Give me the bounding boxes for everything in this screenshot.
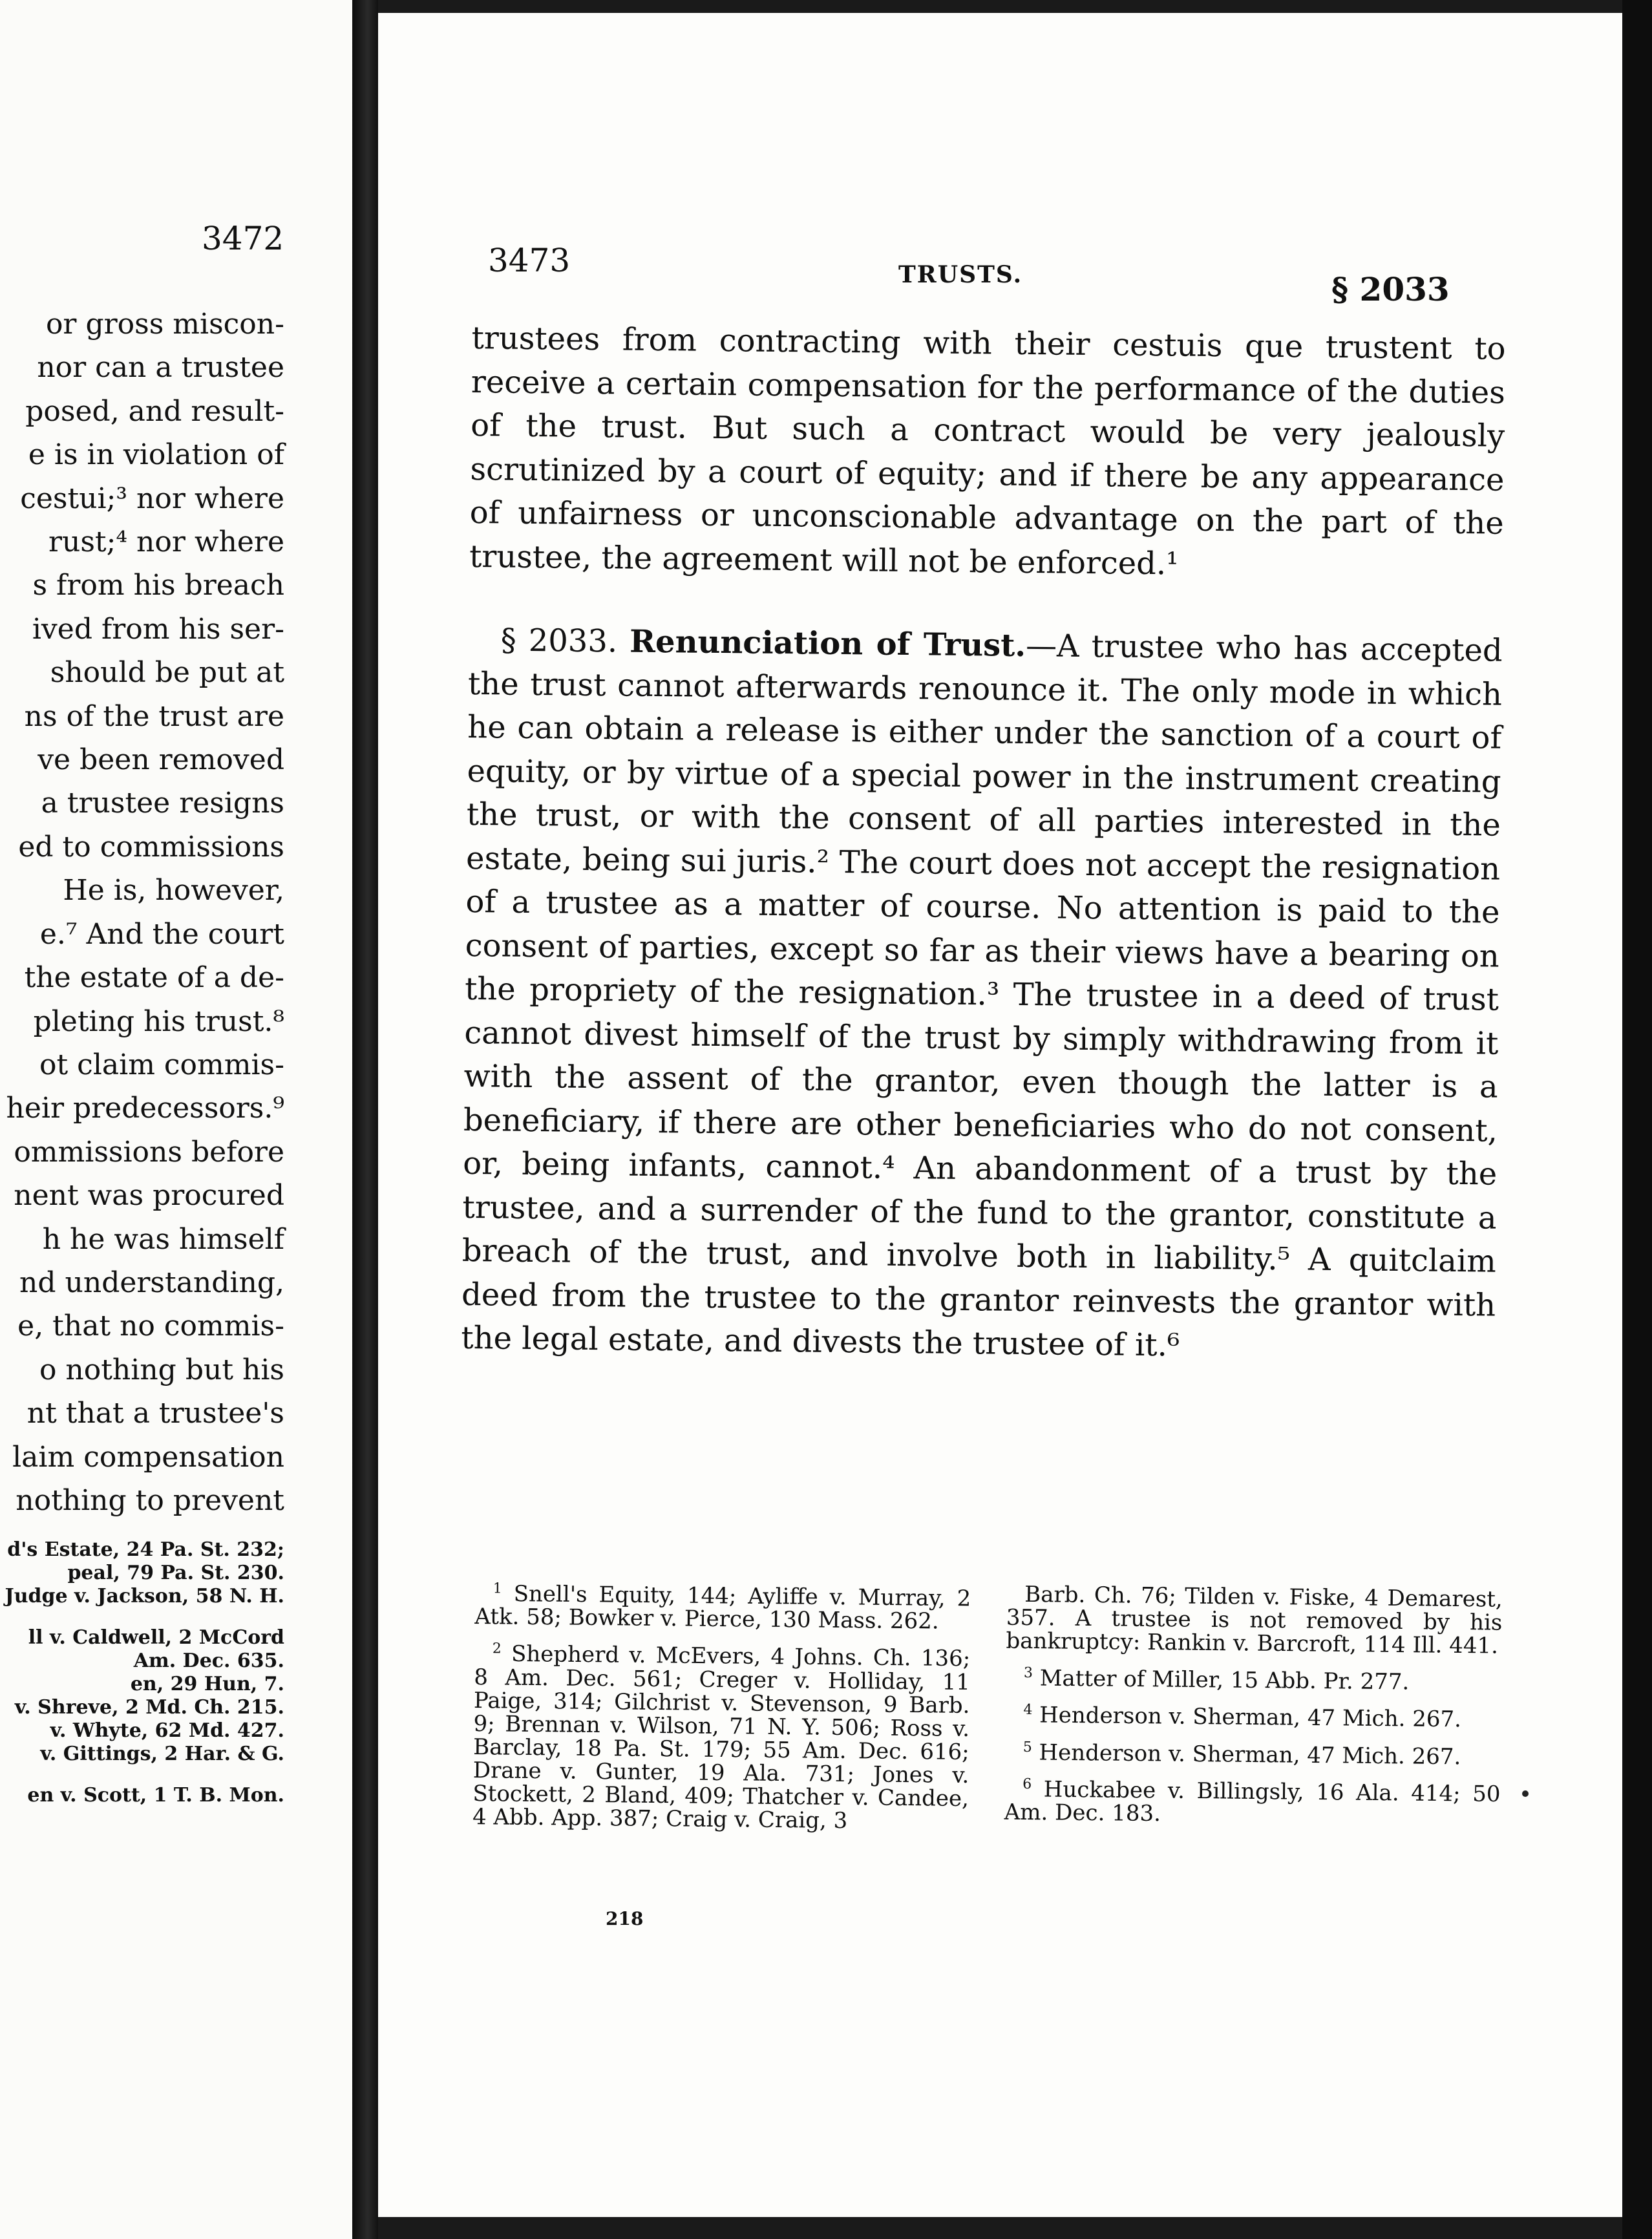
section-title: Renunciation of Trust. (629, 623, 1026, 664)
left-page-text (0, 302, 284, 1522)
section-text: —A trustee who has accepted the trust cannot afterwards renounce it. The only mode in which he can obtain a release is either under the sanction of a court of equity, or by virtue of a special power in the instrument creating the trust, or with the consent of all parties interested in the estate, being sui juris.² The court does not accept the resignation of a trustee as a matter of course. No attention is paid to the consent of parties, except so far as their views have a bearing on the propriety of the resignation.³ The trustee in a deed of trust cannot divest himself of the trust by simply withdrawing from it with the assent of the grantor, even though the latter is a beneficiary, if there are other beneficiaries who do not consent, or, being infants, cannot.⁴ An abandonment of a trust by the trustee, and a surrender of the fund to the grantor, constitute a breach of the trust, and involve both in liability.⁵ A quitclaim deed from the trustee to the grantor reinvests the grantor with the legal estate, and divests the trustee of it.⁶ (461, 628, 1503, 1364)
left-text-line: e is in violation of (28, 438, 284, 472)
left-text-line: e, that no commis- (17, 1310, 284, 1343)
left-text-line: nd understanding, (19, 1266, 284, 1299)
footnote-text: Henderson v. Sherman, 47 Mich. 267. (1039, 1702, 1462, 1733)
left-text-line: ve been removed (37, 743, 284, 777)
footnote-text: Huckabee v. Billingsly, 16 Ala. 414; 50 Am. Dec. 183. (1004, 1776, 1501, 1827)
footnotes (472, 1577, 1503, 1848)
left-text-line: ommissions before (14, 1135, 284, 1169)
footnote (472, 1637, 971, 1833)
footnote-number: 1 (492, 1580, 502, 1597)
left-text-line: or gross miscon- (45, 308, 284, 341)
left-text-line: h he was himself (42, 1222, 284, 1256)
left-footnote-line: en v. Scott, 1 T. B. Mon. (27, 1784, 284, 1807)
left-text-line: nt that a trustee's (26, 1397, 284, 1430)
left-footnote-line: v. Gittings, 2 Har. & G. (40, 1743, 284, 1765)
left-footnote-line (0, 1766, 284, 1784)
footnote-text: Barb. Ch. 76; Tilden v. Fiske, 4 Demarest, 357. A trustee is not removed by his bankruptcy: Rankin v. Barcroft, 114 Ill. 441. (1006, 1581, 1503, 1659)
footnote-text: Matter of Miller, 15 Abb. Pr. 277. (1039, 1665, 1410, 1695)
left-text-line: the estate of a de- (24, 961, 284, 995)
footnote (1006, 1662, 1502, 1695)
footnote (1005, 1699, 1501, 1732)
footnotes-right-column (1004, 1583, 1503, 1849)
main-text (461, 317, 1506, 1371)
left-text-line: nothing to prevent (16, 1483, 284, 1517)
footnote-number: 4 (1023, 1702, 1033, 1719)
footnote-text: Snell's Equity, 144; Ayliffe v. Murray, 2 Atk. 58; Bowker v. Pierce, 130 Mass. 262. (474, 1580, 971, 1635)
running-title: TRUSTS. (898, 261, 1023, 288)
section-number: § 2033. (500, 622, 618, 660)
left-page (0, 0, 352, 2239)
left-text-line: cestui;³ nor where (20, 482, 284, 515)
footnote-text: Henderson v. Sherman, 47 Mich. 267. (1039, 1739, 1461, 1770)
left-footnote-line: en, 29 Hun, 7. (130, 1673, 284, 1695)
footnote-text: Shepherd v. McEvers, 4 Johns. Ch. 136; 8 Am. Dec. 561; Creger v. Holliday, 11 Paige, 314; Gilchrist v. Stevenson, 9 Barb. 9; Brennan v. Wilson, 71 N. Y. 506; Ross v. Barclay, 18 Pa. St. 179; 55 Am. Dec. 616; Drane v. Gunter, 19 Ala. 731; Jones v. Stockett, 2 Bland, 409; Thatcher v. Candee, 4 Abb. App. 387; Craig v. Craig, 3 (472, 1641, 971, 1834)
footnote-number: 6 (1022, 1776, 1032, 1793)
left-text-line: nent was procured (14, 1179, 284, 1213)
left-footnote-line: d's Estate, 24 Pa. St. 232; (7, 1538, 284, 1561)
left-text-line: should be put at (50, 656, 284, 690)
left-footnote-line: v. Shreve, 2 Md. Ch. 215. (14, 1696, 284, 1719)
left-text-line: ived from his ser- (32, 612, 284, 646)
section-head: § 2033 (1331, 270, 1450, 308)
section-paragraph (461, 619, 1503, 1371)
right-page-number: 3473 (488, 242, 571, 279)
left-footnote-line: v. Whyte, 62 Md. 427. (50, 1719, 284, 1742)
left-text-line: pleting his trust.⁸ (33, 1004, 284, 1038)
left-text-line: o nothing but his (39, 1353, 284, 1386)
footnote-number: 2 (492, 1640, 502, 1657)
footnotes-left-column (472, 1577, 971, 1843)
left-text-line: nor can a trustee (37, 351, 284, 385)
running-head (378, 233, 1622, 310)
left-text-line: ed to commissions (18, 830, 284, 864)
left-footnote-line: ll v. Caldwell, 2 McCord (28, 1626, 284, 1649)
left-text-line: ot claim commis- (39, 1048, 284, 1081)
left-text-line: laim compensation (12, 1440, 284, 1474)
left-footnote-line: peal, 79 Pa. St. 230. (67, 1562, 284, 1584)
intro-paragraph: trustees from contracting with their cestuis que trustent to receive a certain compensation for the performance of the duties of the trust. But such a contract would be very jealously scrutinized by a court of equity; and if there be any appearance of unfairness or unconscionable advantage on the part of the trustee, the agreement will not be enforced.¹ (469, 319, 1506, 582)
left-text-line: posed, and result- (25, 394, 284, 428)
footnote (1004, 1773, 1501, 1829)
left-text-line: a trustee resigns (41, 787, 284, 820)
left-page-number: 3472 (202, 220, 284, 257)
scan-speck (1522, 1790, 1529, 1797)
left-footnote-line: Am. Dec. 635. (133, 1650, 284, 1672)
scan-edge (1622, 0, 1652, 2239)
left-text-line: s from his breach (32, 569, 284, 602)
footnote (474, 1577, 971, 1633)
footnote (1005, 1735, 1501, 1768)
footnote (1006, 1583, 1503, 1658)
footnote-number: 3 (1023, 1664, 1033, 1682)
left-page-footnotes (0, 1538, 284, 1807)
left-text-line: rust;⁴ nor where (48, 525, 284, 559)
footnote-number: 5 (1022, 1739, 1032, 1756)
left-footnote-line (0, 1608, 284, 1626)
left-footnote-line: Judge v. Jackson, 58 N. H. (5, 1585, 284, 1608)
book-gutter (352, 0, 378, 2239)
signature-mark: 218 (606, 1908, 644, 1929)
right-page (378, 13, 1622, 2217)
left-text-line: ns of the trust are (24, 699, 284, 733)
left-text-line: heir predecessors.⁹ (6, 1092, 284, 1125)
left-text-line: e.⁷ And the court (39, 917, 284, 951)
left-text-line: He is, however, (63, 874, 284, 907)
